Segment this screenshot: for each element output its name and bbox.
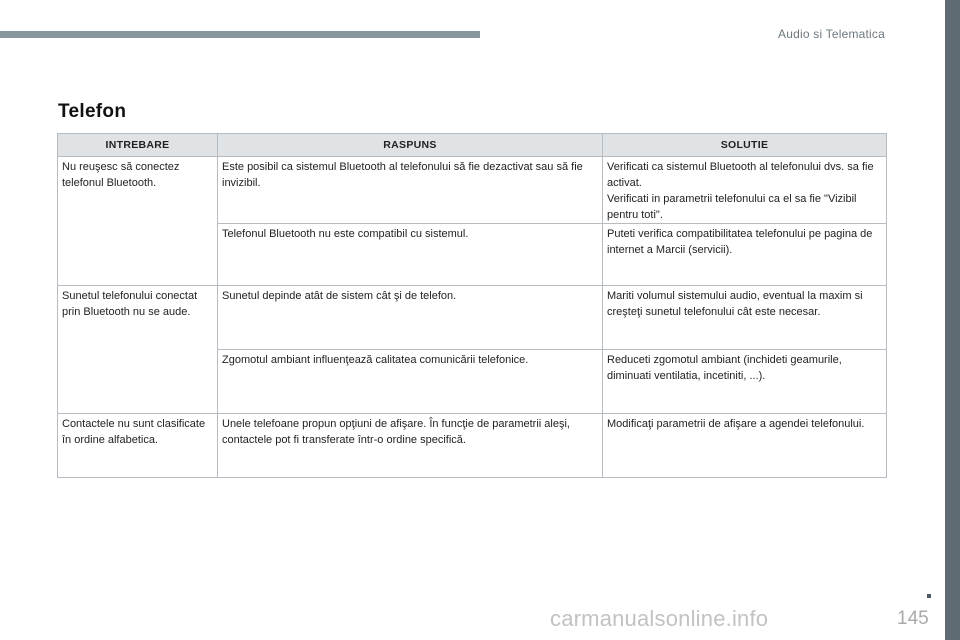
side-decorative-bar bbox=[945, 0, 960, 640]
question-cell: Contactele nu sunt clasificate în ordine alfabetica. bbox=[58, 414, 218, 478]
table-row bbox=[58, 157, 887, 224]
table-row bbox=[58, 414, 887, 478]
solution-cell: Puteti verifica compatibilitatea telefonului pe pagina de internet a Marcii (servicii). bbox=[603, 224, 887, 286]
answer-cell: Este posibil ca sistemul Bluetooth al telefonului să fie dezactivat sau să fie invizibil. bbox=[218, 157, 603, 224]
watermark: carmanualsonline.info bbox=[550, 606, 769, 631]
top-decorative-bar bbox=[0, 31, 480, 38]
table-row bbox=[58, 286, 887, 350]
column-header-answer: RASPUNS bbox=[218, 134, 603, 157]
page-title: Telefon bbox=[58, 101, 127, 122]
column-header-question: INTREBARE bbox=[58, 134, 218, 157]
question-cell: Nu reuşesc să conectez telefonul Bluetooth. bbox=[58, 157, 218, 286]
solution-cell: Verificati ca sistemul Bluetooth al telefonului dvs. sa fie activat. Verificati in parametrii telefonului ca el sa fie "Vizibil pentru toti". bbox=[603, 157, 887, 224]
solution-cell: Reduceti zgomotul ambiant (inchideti geamurile, diminuati ventilatia, incetiniti, ...). bbox=[603, 350, 887, 414]
solution-cell: Mariti volumul sistemului audio, eventual la maxim si creşteţi sunetul telefonului cât este necesar. bbox=[603, 286, 887, 350]
section-title: Audio si Telematica bbox=[778, 27, 885, 41]
question-cell: Sunetul telefonului conectat prin Bluetooth nu se aude. bbox=[58, 286, 218, 414]
answer-cell: Sunetul depinde atât de sistem cât şi de telefon. bbox=[218, 286, 603, 350]
answer-cell: Telefonul Bluetooth nu este compatibil cu sistemul. bbox=[218, 224, 603, 286]
solution-cell: Modificaţi parametrii de afişare a agendei telefonului. bbox=[603, 414, 887, 478]
page-number: 145 bbox=[897, 608, 929, 629]
page-marker-dot bbox=[927, 594, 931, 598]
column-header-solution: SOLUTIE bbox=[603, 134, 887, 157]
faq-table bbox=[57, 133, 887, 478]
answer-cell: Unele telefoane propun opţiuni de afişare. În funcţie de parametrii aleşi, contactele pot fi transferate într-o ordine specifică. bbox=[218, 414, 603, 478]
answer-cell: Zgomotul ambiant influenţează calitatea comunicării telefonice. bbox=[218, 350, 603, 414]
table-header-row bbox=[58, 134, 887, 157]
